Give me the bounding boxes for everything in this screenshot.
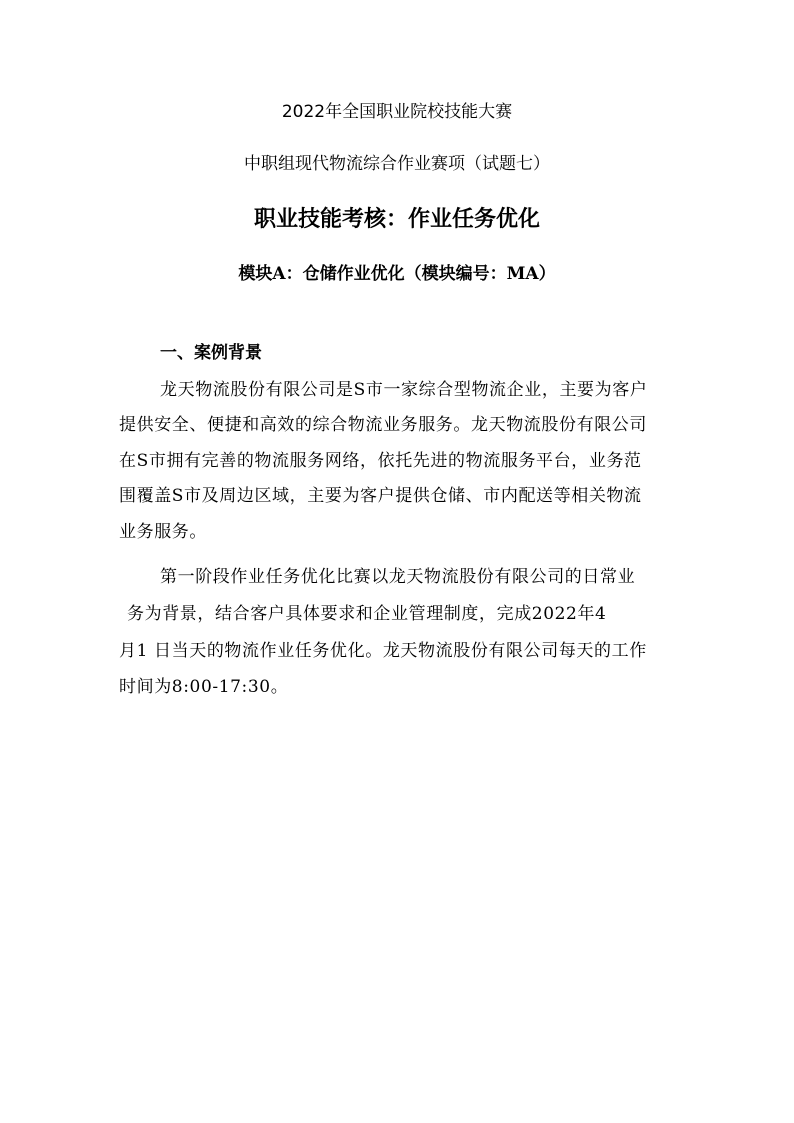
paragraph-line: 第一阶段作业任务优化比赛以龙天物流股份有限公司的日常业	[160, 567, 636, 587]
module-title: 模块A：仓储作业优化（模块编号：MA）	[238, 264, 556, 284]
paragraph-line: 提供安全、便捷和高效的综合物流业务服务。龙天物流股份有限公司	[119, 415, 647, 435]
paragraph-line: 务为背景，结合客户具体要求和企业管理制度，完成2022年4	[127, 604, 607, 624]
page-title: 职业技能考核：作业任务优化	[253, 207, 540, 232]
competition-subtitle: 中职组现代物流综合作业赛项（试题七）	[244, 154, 550, 174]
paragraph-line: 时间为8:00-17:30。	[119, 677, 289, 697]
section-heading: 一、案例背景	[160, 343, 262, 363]
paragraph-line: 业务服务。	[119, 522, 207, 542]
paragraph-line: 在S市拥有完善的物流服务网络，依托先进的物流服务平台，业务范	[119, 451, 642, 471]
paragraph-line: 月1 日当天的物流作业任务优化。龙天物流股份有限公司每天的工作	[119, 641, 647, 661]
paragraph-line: 龙天物流股份有限公司是S市一家综合型物流企业，主要为客户	[160, 380, 648, 400]
competition-title: 2022年全国职业院校技能大赛	[281, 102, 513, 122]
paragraph-line: 围覆盖S市及周边区域，主要为客户提供仓储、市内配送等相关物流	[119, 486, 642, 506]
